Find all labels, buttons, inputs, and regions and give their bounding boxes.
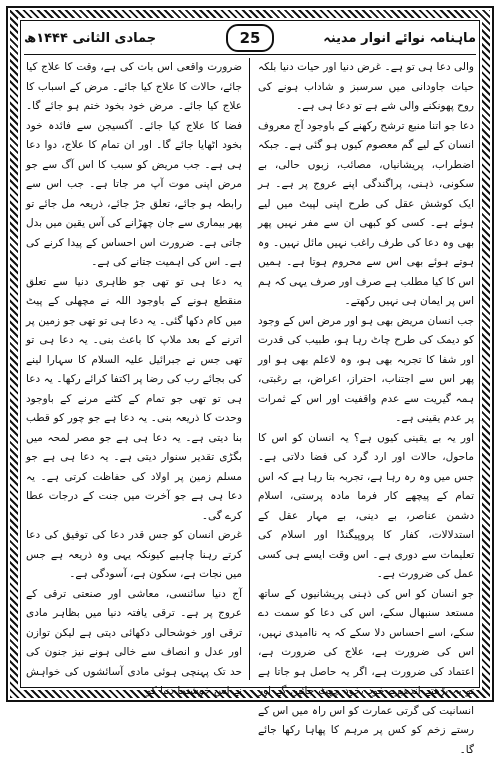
paragraph: ضرورت واقعی اس بات کی ہے، وقت کا علاج کیا جائے، حالات کا علاج کیا جائے۔ مرض کے اسباب کا علاج کیا جائے۔ مرض خود بخود ختم ہو جائے گا۔ فضا کا علاج کیا جائے۔ آکسیجن سے فائدہ خود بخود اٹھایا جائے گا۔ اور ان تمام کا علاج، دوا دعا ہی ہے۔ جب مریض کو سبب کا اس آگ سے جو مرض اپنی موت آپ مر جاتا ہے۔ جب اس سے رابطہ ہو جائے، تعلق جڑ جائے، ذریعہ مل جائے تو پھر بیماری سے جان چھڑانے کی آس یقین میں بدل جاتی ہے۔ ضرورت اس احساس کے پیدا کرنے کی ہے۔ اس کی اہمیت جتانے کی ہے۔ bbox=[26, 58, 242, 273]
paragraph: غرض انسان کو جس قدر دعا کی توفیق کی دعا کرتے رہنا چاہیے کیونکہ یہی وہ ذریعہ ہے جس میں نجات ہے، سکون ہے، آسودگی ہے۔ bbox=[26, 526, 242, 585]
paragraph: جو انسان کو اس کی ذہنی پریشانیوں کے ساتھ مستعد سنبھال سکے، اس کی دعا کو سمت دے سکے، اسے احساس دلا سکے کہ یہ ناامیدی نہیں، اس کی ضرورت ہے، علاج کی ضرورت ہے، اعتماد کی ضرورت ہے، اگر یہ حاصل ہو جاتا ہے تو یہ بڑھتے اندھیرے خود بخود چھٹ جائیں گے اور انسانیت کی گرتی عمارت کو اس راہ میں اس کے رستے زخم کو کس پر مرہم کا پھاہا رکھا جائے گا۔ bbox=[258, 585, 474, 760]
paragraph: اور یہ بے یقینی کیوں ہے؟ یہ انسان کو اس کا ماحول، حالات اور ارد گرد کی فضا دلاتی ہے۔ جس میں وہ رہ رہا ہے، تجربہ بتا رہا ہے کہ اس تمام کے پیچھے کار فرما مادہ پرستی، اسلام دشمن عناصر، بے دینی، بے مہار عقل کے استدلالات، کفار کا پروپیگنڈا اور اسلام کی تعلیمات سے دوری ہے۔ اس وقت ایسے ہی کسی عمل کی ضرورت ہے۔ bbox=[258, 429, 474, 585]
paragraph: جب انسان مریض بھی ہو اور مرض اس کے وجود کو دیمک کی طرح چاٹ رہا ہو، طبیب کی قدرت اور شفا کا تجربہ بھی ہو، وہ لاعلم بھی ہو اور پھر اس سے اجتناب، احتراز، اعراض، بے رغبتی، ہمہ گیریت سے عدم واقفیت اور اس کے ثمرات پر عدم یقینی ہے۔ bbox=[258, 312, 474, 429]
header-divider bbox=[24, 54, 476, 55]
page-number: 25 bbox=[226, 24, 274, 52]
page-header bbox=[24, 24, 476, 52]
left-column bbox=[26, 58, 242, 682]
paragraph: یہ دعا ہی تو تھی جو ظاہری دنیا سے تعلق منقطع ہونے کے باوجود اللہ نے مچھلی کے پیٹ میں کام دکھا گئی۔ یہ دعا ہی تو تھی جو زمین پر اترنے کے بعد ملاپ کا باعث بنی۔ یہ دعا ہی تو تھی جس نے جبرائیل علیہ السلام کا سہارا لینے کی بجائے رب کی رضا پر اکتفا کرائے رکھا۔ یہ دعا ہی تو تھی جو تمام کے کٹنے مرنے کے باوجود وحدت کا ذریعہ بنی۔ یہ دعا ہے جو چور کو قطب بنا دیتی ہے۔ یہ دعا ہی ہے جو مصر لمحہ میں بگڑی تقدیر سنوار دیتی ہے۔ یہ دعا ہی ہے جو مسلم زمین پر اولاد کی حفاظت کرتی ہے۔ یہ دعا ہی ہے جو آخرت میں جنت کے درجات عطا کرے گی۔ bbox=[26, 273, 242, 527]
paragraph: آج دنیا سائنسی، معاشی اور صنعتی ترقی کے عروج پر ہے۔ ترقی یافتہ دنیا میں بظاہر مادی ترقی اور خوشحالی دکھائی دیتی ہے لیکن توازن اور عدل و انصاف سے خالی ہونے نیز جنون کی حد تک پہنچی ہوئی مادی آسائشوں کی خواہش نے اس خوشنما دنیا کو bbox=[26, 585, 242, 702]
paragraph: والی دعا ہی تو ہے۔ غرض دنیا اور حیات دنیا بلکہ حیات جاودانی میں سرسبز و شاداب ہونے کی روح پھونکنے والی شے ہے تو دعا ہی ہے۔ bbox=[258, 58, 474, 117]
issue-date: جمادی الثانی ۱۴۴۴ھ bbox=[24, 31, 204, 46]
magazine-title: ماہنامہ نوائے انوار مدینہ bbox=[296, 31, 476, 46]
article-body bbox=[26, 58, 474, 682]
paragraph: دعا جو اتنا منبع ترشح رکھنے کے باوجود آج معروف انسان کے لیے گم معصوم کیوں ہو گئی ہے۔ جبکہ اضطراب، پریشانیاں، مصائب، زبوں حالی، بے سکونی، ذہنی، پراگندگی اپنے عروج پر ہے۔ ہر ایک کوشش عقل کی طرح اپنی لپیٹ میں لیے ہوئے ہے۔ کسی کو کبھی ان سے مفر نہیں پھر بھی وہ دعا کی طرف راغب نہیں مائل نہیں۔ وہ ہوتے ہوئے بھی اس سے محروم ہوتا ہے۔ ہمیں اس کا کیا مطلب ہے صرف اور صرف یہی کہ ہم اس پر ایمان ہی نہیں رکھتے۔ bbox=[258, 117, 474, 312]
right-column bbox=[258, 58, 474, 682]
